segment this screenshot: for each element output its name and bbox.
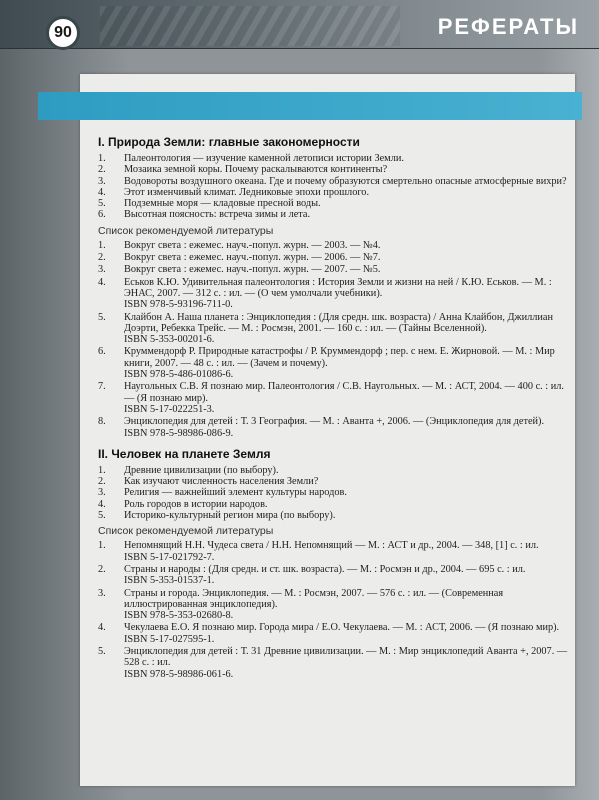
- item-number: 2.: [98, 252, 106, 264]
- isbn: ISBN 5-353-01537-1.: [124, 575, 215, 587]
- item-number: 2.: [98, 476, 106, 488]
- item-number: 2.: [98, 164, 106, 176]
- item-number: 2.: [98, 563, 106, 575]
- item-text: Религия — важнейший элемент культуры народов.: [124, 487, 347, 499]
- item-number: 6.: [98, 209, 106, 221]
- isbn: ISBN 978-5-98986-061-6.: [124, 668, 234, 680]
- item-text: Энциклопедия для детей : Т. 31 Древние цивилизации. — М. : Мир энциклопедий Аванта +, 2007. — 528 с. : ил.: [124, 645, 568, 669]
- isbn: ISBN 5-353-00201-6.: [124, 334, 215, 346]
- item-number: 1.: [98, 239, 106, 251]
- isbn: ISBN 978-5-353-02680-8.: [124, 610, 234, 622]
- item-number: 1.: [98, 153, 106, 164]
- list-item: [98, 564, 568, 587]
- item-text: Клайбон А. Наша планета : Энциклопедия : (Для средн. шк. возраста) / Анна Клайбон, Джиллиан Доэрти, Ребекка Трейс. — М. : Росмэн, 2001. — 160 с. : ил. — (Тайны Вселенной).: [124, 311, 553, 334]
- list-item: [98, 312, 568, 346]
- literature-heading: Список рекомендуемой литературы: [98, 224, 274, 237]
- item-text: Страны и города. Энциклопедия. — М. : Росмэн, 2007. — 576 с. : ил. — (Современная иллюстрированная энциклопедия).: [124, 587, 504, 610]
- item-number: 3.: [98, 264, 106, 276]
- isbn: ISBN 978-5-486-01086-6.: [124, 369, 234, 381]
- literature-list: [98, 540, 568, 680]
- list-item: [98, 646, 568, 680]
- list-item: [98, 588, 568, 622]
- list-item: [98, 510, 568, 521]
- list-item: [98, 499, 568, 510]
- list-item: [98, 540, 568, 563]
- item-text: Вокруг света : ежемес. науч.-попул. журн. — 2003. — №4.: [124, 239, 381, 251]
- page-title: РЕФЕРАТЫ: [437, 14, 579, 39]
- topic-list: [98, 153, 568, 221]
- section-heading: I. Природа Земли: главные закономерности: [98, 135, 360, 149]
- list-item: [98, 164, 568, 175]
- item-number: 5.: [98, 311, 106, 323]
- item-text: Мозаика земной коры. Почему раскалываются континенты?: [124, 164, 388, 176]
- item-number: 1.: [98, 540, 106, 552]
- item-text: Еськов К.Ю. Удивительная палеонтология : История Земли и жизни на ней / К.Ю. Еськов. — М. : ЭНАС, 2007. — 312 с. : ил. — (О чем умолчали учебники).: [124, 276, 552, 299]
- item-text: Палеонтология — изучение каменной летописи истории Земли.: [124, 153, 404, 164]
- list-item: [98, 252, 568, 263]
- item-number: 5.: [98, 510, 106, 522]
- item-number: 3.: [98, 587, 106, 599]
- item-text: Этот изменчивый климат. Ледниковые эпохи прошлого.: [124, 186, 370, 198]
- list-item: [98, 187, 568, 198]
- item-number: 5.: [98, 198, 106, 210]
- isbn: ISBN 978-5-93196-711-0.: [124, 299, 233, 311]
- item-text: Наугольных С.В. Я познаю мир. Палеонтология / С.В. Наугольных. — М. : АСТ, 2004. — 400 с. : ил. — (Я познаю мир).: [124, 381, 564, 404]
- item-number: 4.: [98, 498, 106, 510]
- list-item: [98, 176, 568, 187]
- list-item: [98, 381, 568, 415]
- list-item: [98, 416, 568, 439]
- item-number: 4.: [98, 276, 106, 288]
- list-item: [98, 198, 568, 209]
- isbn: ISBN 978-5-98986-086-9.: [124, 427, 234, 439]
- section-heading: II. Человек на планете Земля: [98, 446, 271, 461]
- isbn: ISBN 5-17-027595-1.: [124, 633, 215, 645]
- item-text: Вокруг света : ежемес. науч.-попул. журн. — 2006. — №7.: [124, 252, 381, 264]
- list-item: [98, 264, 568, 275]
- list-item: [98, 622, 568, 645]
- item-text: Историко-культурный регион мира (по выбору).: [124, 510, 336, 522]
- item-number: 4.: [98, 622, 106, 634]
- page-header: [0, 0, 599, 49]
- list-item: [98, 476, 568, 487]
- list-item: [98, 209, 568, 220]
- item-text: Высотная поясность: встреча зимы и лета.: [124, 209, 311, 221]
- item-text: Страны и народы : (Для средн. и ст. шк. возраста). — М. : Росмэн и др., 2004. — 695 с. : ил.: [124, 563, 526, 575]
- list-item: [98, 465, 568, 476]
- isbn: ISBN 5-17-022251-3.: [124, 403, 215, 415]
- item-text: Непомнящий Н.Н. Чудеса света / Н.Н. Непомнящий — М. : АСТ и др., 2004. — 348, [1] с. : ил.: [124, 540, 539, 552]
- document-body: [98, 134, 568, 681]
- item-text: Как изучают численность населения Земли?: [124, 476, 319, 488]
- list-item: [98, 346, 568, 380]
- page-number: 90: [46, 16, 80, 50]
- list-item: [98, 153, 568, 164]
- item-number: 1.: [98, 464, 106, 476]
- item-number: 7.: [98, 381, 106, 393]
- accent-bar: [38, 92, 582, 120]
- list-item: [98, 487, 568, 498]
- literature-heading: Список рекомендуемой литературы: [98, 525, 274, 538]
- item-text: Энциклопедия для детей : Т. 3 География. — М. : Аванта +, 2006. — (Энциклопедия для детей).: [124, 416, 545, 428]
- item-number: 6.: [98, 346, 106, 358]
- literature-list: [98, 240, 568, 439]
- item-text: Вокруг света : ежемес. науч.-попул. журн. — 2007. — №5.: [124, 264, 381, 276]
- item-number: 4.: [98, 186, 106, 198]
- list-item: [98, 277, 568, 311]
- item-text: Подземные моря — кладовые пресной воды.: [124, 198, 321, 210]
- item-number: 5.: [98, 645, 106, 657]
- item-text: Роль городов в истории народов.: [124, 498, 268, 510]
- list-item: [98, 240, 568, 251]
- item-number: 3.: [98, 487, 106, 499]
- item-number: 8.: [98, 416, 106, 428]
- header-photo: [100, 6, 400, 46]
- item-text: Чекулаева Е.О. Я познаю мир. Города мира / Е.О. Чекулаева. — М. : АСТ, 2006. — (Я познаю мир).: [124, 622, 560, 634]
- item-number: 3.: [98, 175, 106, 187]
- isbn: ISBN 5-17-021792-7.: [124, 551, 215, 563]
- item-text: Круммендорф Р. Природные катастрофы / Р. Круммендорф ; пер. с нем. Е. Жирновой. — М. : Мир книги, 2007. — 48 с. : ил. — (Зачем и почему).: [124, 346, 555, 369]
- item-text: Водовороты воздушного океана. Где и почему образуются смертельно опасные атмосферные вихри?: [124, 175, 567, 187]
- item-text: Древние цивилизации (по выбору).: [124, 464, 279, 476]
- topic-list: [98, 465, 568, 521]
